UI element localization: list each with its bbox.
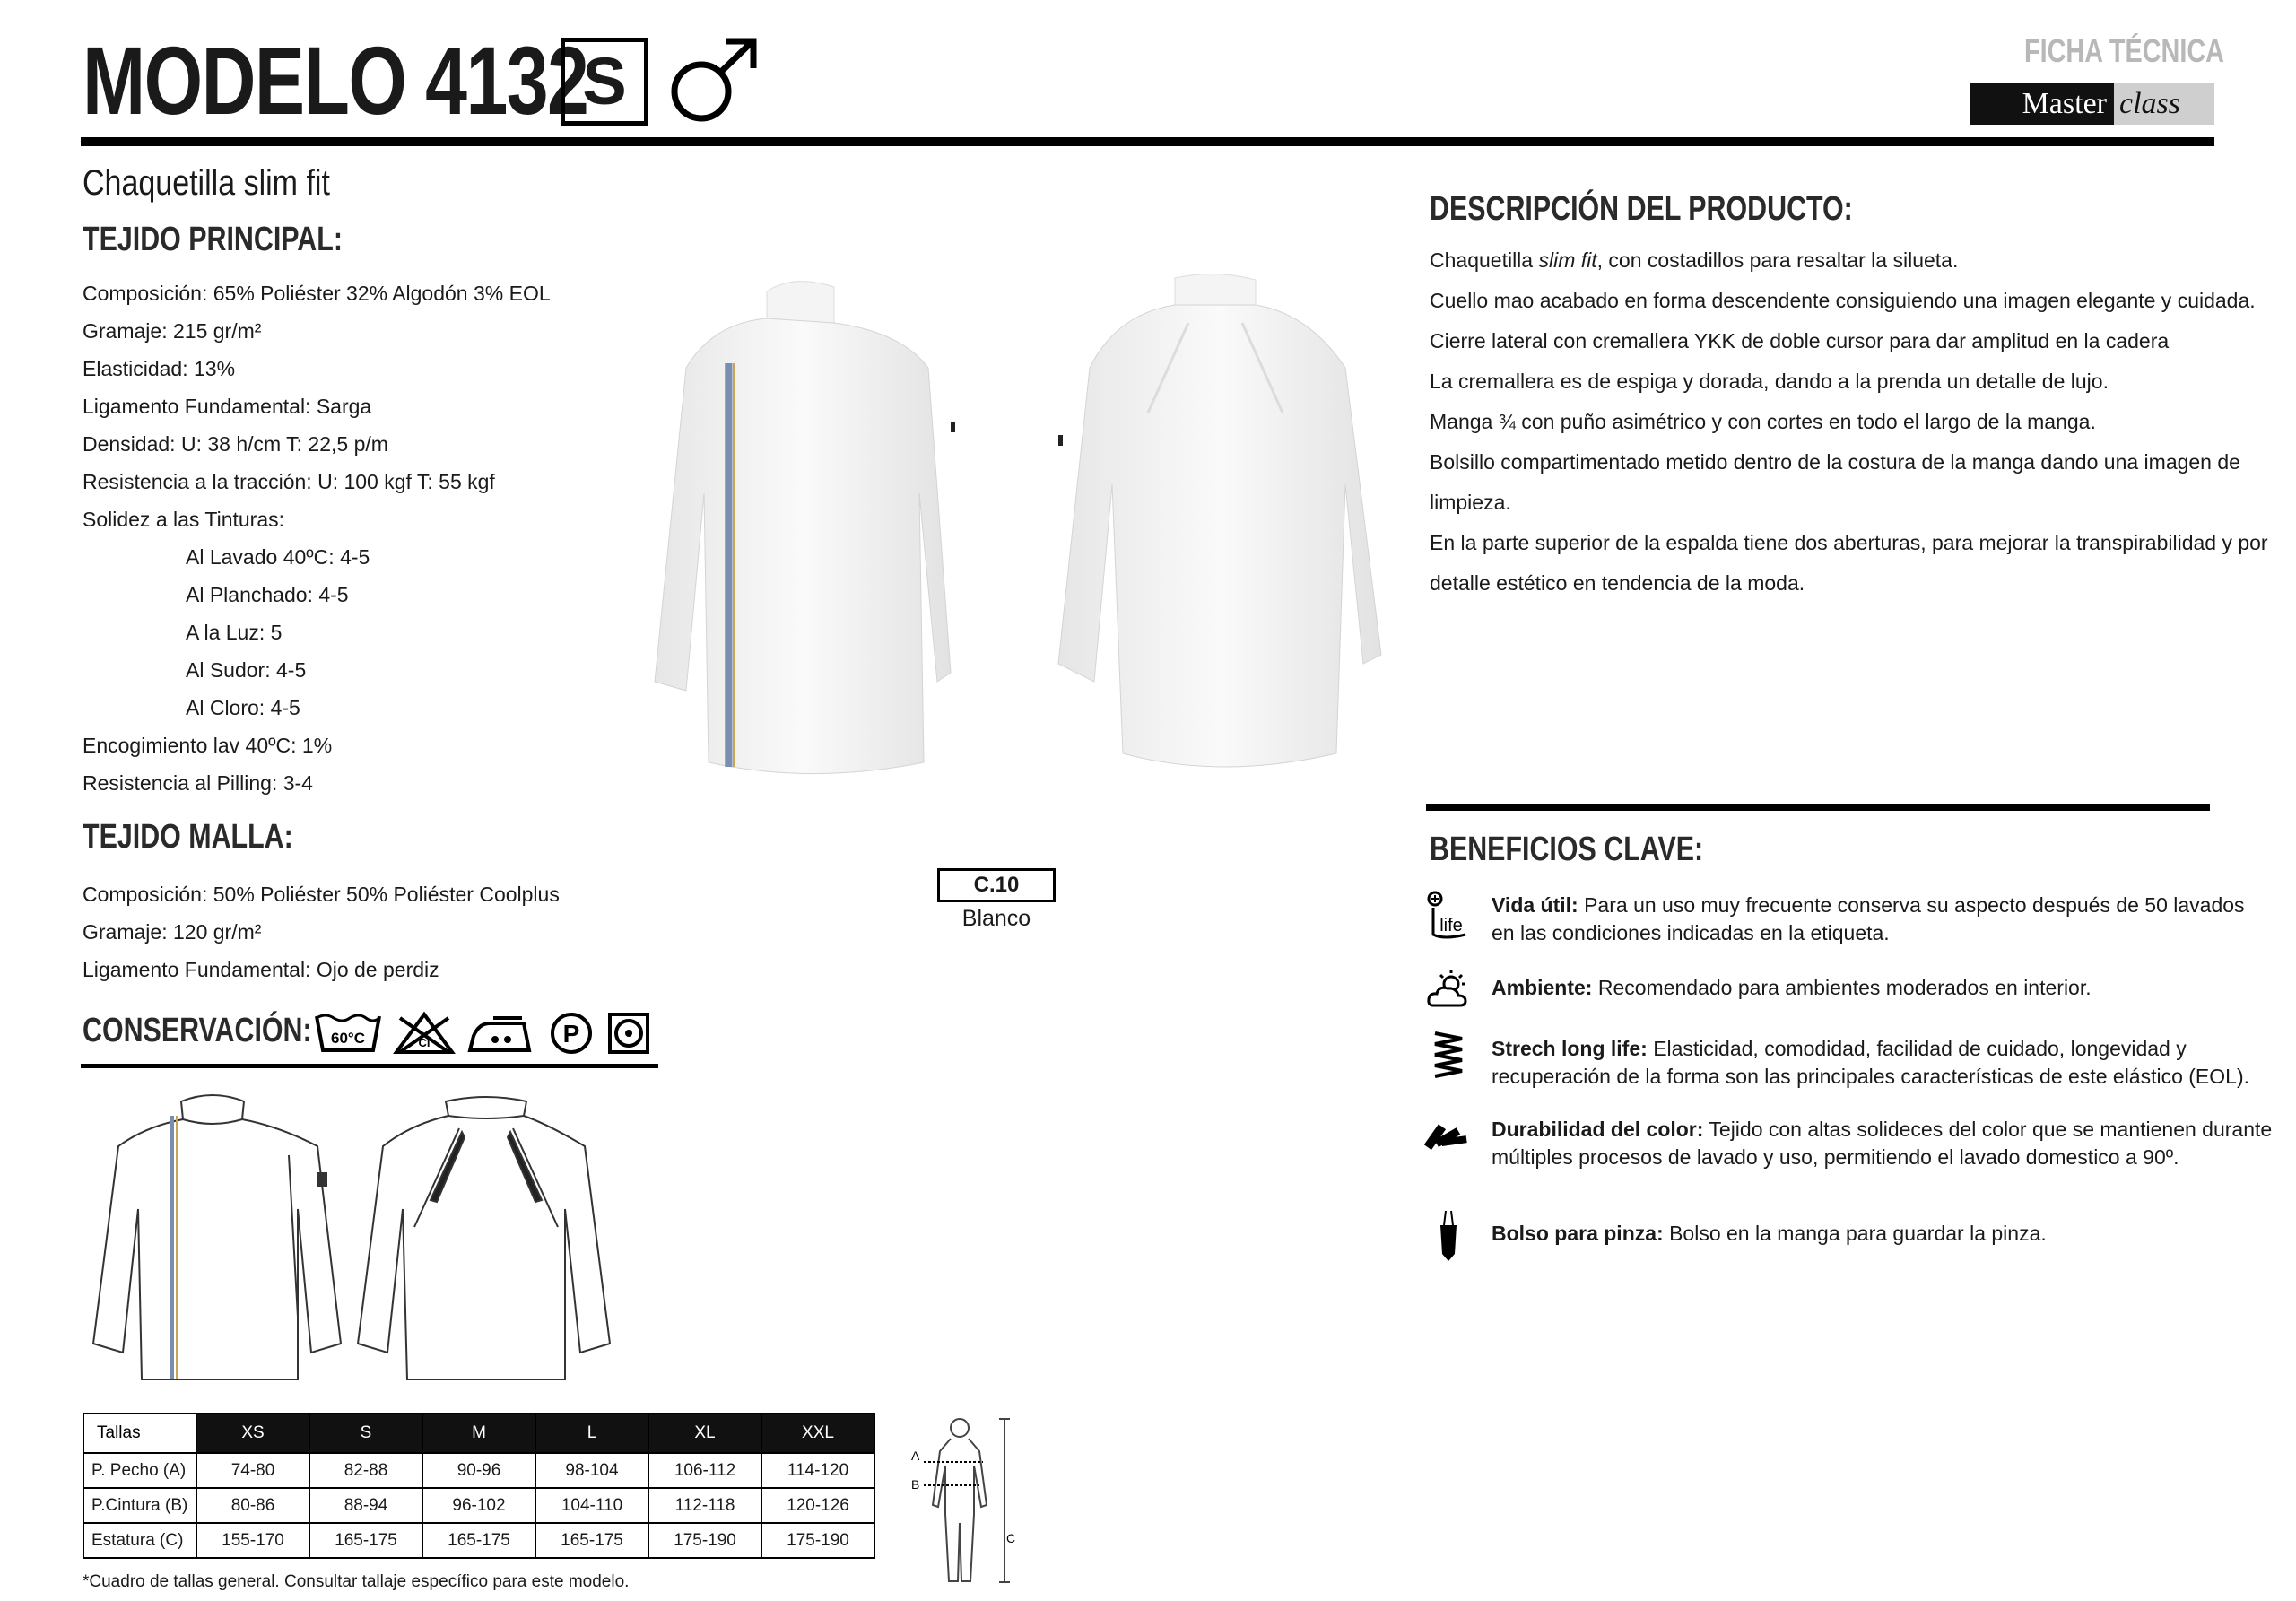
benefit-item: Bolso para pinza: Bolso en la manga para guardar la pinza. [1492,1222,2047,1245]
spec-row: Ligamento Fundamental: Sarga [83,395,372,418]
description-line: limpieza. [1430,491,1511,514]
fastness-row: Al Cloro: 4-5 [186,696,300,719]
table-cell: 104-110 [535,1488,648,1523]
svg-text:P: P [562,1020,580,1048]
benefit-item: Durabilidad del color: Tejido con altas solideces del color que se mantienen durante múltiples procesos de lavado y uso, permitiendo el lavado domestico a 90º. [1492,1118,2273,1169]
svg-text:B: B [911,1477,920,1492]
product-subtitle: Chaquetilla slim fit [83,163,330,203]
svg-text:life: life [1439,916,1463,935]
weather-icon [1426,963,1471,1017]
size-table [83,1413,875,1559]
table-cell: 165-175 [309,1523,422,1558]
fastness-row: Al Lavado 40ºC: 4-5 [186,545,370,569]
table-cell: 120-126 [761,1488,874,1523]
table-cell: 74-80 [196,1453,309,1488]
spec-row: Gramaje: 120 gr/m² [83,920,262,944]
color-code: C.10 [937,868,1056,902]
description-line: En la parte superior de la espalda tiene dos aberturas, para mejorar la transpirabilidad y por [1430,531,2268,554]
benefit-item: Ambiente: Recomendado para ambientes moderados en interior. [1492,976,2092,999]
table-row [83,1488,874,1523]
iron-medium-icon [466,1011,533,1056]
size-col-header: XXL [761,1414,874,1453]
svg-text:60°C: 60°C [331,1030,365,1047]
size-col-header: L [535,1414,648,1453]
size-col-header: M [422,1414,535,1453]
table-cell: 114-120 [761,1453,874,1488]
spec-row: Resistencia al Pilling: 3-4 [83,771,313,795]
table-cell: 112-118 [648,1488,761,1523]
svg-text:C: C [1006,1531,1016,1545]
benefit-item: Strech long life: Elasticidad, comodidad, facilidad de cuidado, longevidad y recuperación de la forma son las principales características de este elástico (EOL). [1492,1037,2250,1088]
fastness-row: A la Luz: 5 [186,621,283,644]
table-cell: 165-175 [422,1523,535,1558]
svg-text:Cl: Cl [418,1036,430,1049]
table-row [83,1523,874,1558]
spec-row: Composición: 50% Poliéster 50% Poliéster Coolplus [83,883,560,906]
brand-master: Master [1970,83,2114,125]
color-swatch-icon [1426,1112,1471,1166]
description-line: Cuello mao acabado en forma descendente consiguiendo una imagen elegante y cuidada. [1430,289,2256,312]
table-header-row [83,1414,874,1453]
row-label: P. Pecho (A) [83,1453,196,1488]
mesh-fabric-heading: TEJIDO MALLA: [83,818,293,856]
spec-row: Encogimiento lav 40ºC: 1% [83,734,333,757]
table-row [83,1453,874,1488]
table-cell: 106-112 [648,1453,761,1488]
spring-icon [1426,1028,1471,1082]
main-fabric-heading: TEJIDO PRINCIPAL: [83,221,343,258]
size-table-footnote: *Cuadro de tallas general. Consultar tallaje específico para este modelo. [83,1572,630,1591]
fastness-row: Al Planchado: 4-5 [186,583,349,606]
description-line: detalle estético en tendencia de la moda. [1430,571,1805,595]
technical-sketch [83,1083,643,1396]
spec-row: Elasticidad: 13% [83,357,236,380]
benefits-divider [1426,804,2210,811]
spec-row: Solidez a las Tinturas: [83,508,285,531]
description-heading: DESCRIPCIÓN DEL PRODUCTO: [1430,190,1853,228]
table-cell: 98-104 [535,1453,648,1488]
spec-row: Gramaje: 215 gr/m² [83,319,262,343]
description-line: Bolsillo compartimentado metido dentro de la costura de la manga dando una imagen de [1430,450,2240,474]
benefit-item: Vida útil: Para un uso muy frecuente conserva su aspecto después de 50 lavados en las condiciones indicadas en la etiqueta. [1492,893,2245,944]
table-cell: 165-175 [535,1523,648,1558]
spec-row: Ligamento Fundamental: Ojo de perdiz [83,958,439,981]
back-photo [1040,269,1381,789]
conservation-divider [81,1064,658,1068]
brand-logo [1970,83,2214,125]
description-line: Chaquetilla slim fit, con costadillos para resaltar la silueta. [1430,248,1959,272]
table-corner: Tallas [83,1414,196,1453]
table-cell: 155-170 [196,1523,309,1558]
dry-clean-p-icon [549,1011,594,1056]
conservation-heading: CONSERVACIÓN: [83,1012,312,1049]
header-divider [81,137,2214,146]
table-cell: 82-88 [309,1453,422,1488]
size-badge: S [561,38,648,126]
table-cell: 88-94 [309,1488,422,1523]
table-cell: 80-86 [196,1488,309,1523]
model-title: MODELO 4132 [83,26,588,135]
male-symbol-icon [664,34,762,129]
no-bleach-icon [393,1011,456,1056]
table-cell: 96-102 [422,1488,535,1523]
table-cell: 90-96 [422,1453,535,1488]
fastness-row: Al Sudor: 4-5 [186,658,307,682]
brand-class: class [2114,83,2214,125]
front-photo [632,269,946,789]
row-label: P.Cintura (B) [83,1488,196,1523]
spec-row: Resistencia a la tracción: U: 100 kgf T: 55 kgf [83,470,495,493]
size-col-header: S [309,1414,422,1453]
body-measurement-figure [906,1415,1016,1586]
row-label: Estatura (C) [83,1523,196,1558]
tweezer-pocket-icon [1426,1209,1471,1263]
table-cell: 175-190 [648,1523,761,1558]
spec-row: Composición: 65% Poliéster 32% Algodón 3% EOL [83,282,551,305]
color-name: Blanco [961,906,1031,931]
sheet-label: FICHA TÉCNICA [2024,32,2224,69]
wash-60-icon [314,1011,382,1056]
svg-text:A: A [911,1449,920,1463]
description-line: Cierre lateral con cremallera YKK de doble cursor para dar amplitud en la cadera [1430,329,2170,352]
benefits-heading: BENEFICIOS CLAVE: [1430,831,1704,868]
description-line: La cremallera es de espiga y dorada, dando a la prenda un detalle de lujo. [1430,370,2109,393]
life-icon [1426,890,1471,944]
spec-row: Densidad: U: 38 h/cm T: 22,5 p/m [83,432,388,456]
description-line: Manga ¾ con puño asimétrico y con cortes en todo el largo de la manga. [1430,410,2096,433]
size-col-header: XS [196,1414,309,1453]
tumble-dry-icon [606,1011,651,1056]
table-cell: 175-190 [761,1523,874,1558]
size-col-header: XL [648,1414,761,1453]
